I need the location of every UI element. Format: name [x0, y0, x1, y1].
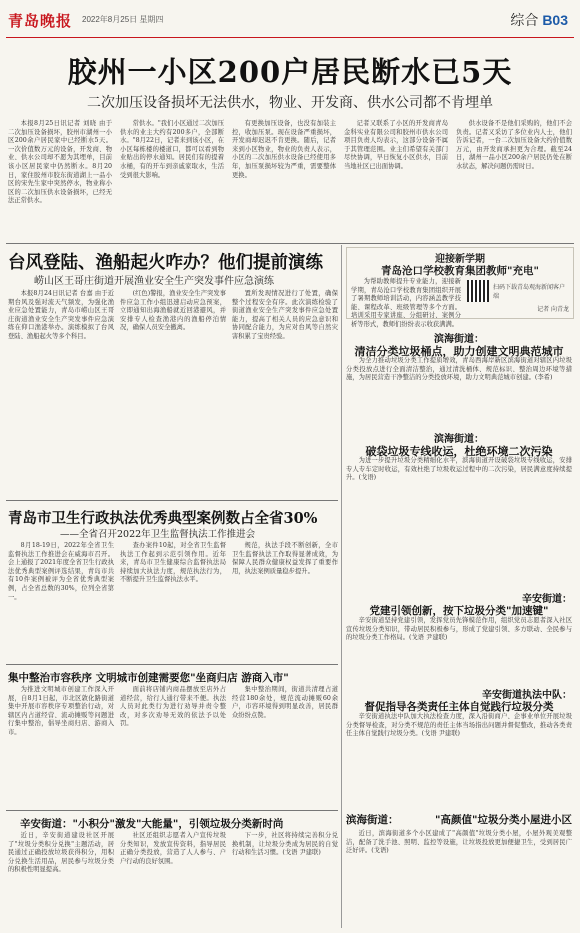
story5-col-1: 近日，辛安街道建设社区开展了"垃圾分类积分兑换"主题活动，居民通过正确投放垃圾获得积分，用积分兑换生活用品，居民参与垃圾分类的积极性明显提高。	[8, 832, 114, 874]
story3-subtitle: ——全省召开2022年卫生监督执法工作推进会	[60, 529, 256, 540]
divider	[6, 810, 338, 811]
story2-col-1: 本报8月24日讯记者 台嘉 由于近期台风及强对流天气频发，为强化渔业应急处置能力，青岛市崂山区王哥庄街道渔业安全生产突发事件应急演练在仰口渔港举办。演练模拟了台风登陆、渔船起火等多个科目。	[8, 290, 114, 340]
story6-title: 青岛沧口学校教育集团教师"充电"	[381, 265, 539, 277]
story6-body: 为帮助教师提升专业能力，迎接新学期，青岛沧口学校教育集团组织开展了暑期教师培训活动，内容涵盖教学技能、课程改革、班级管理等多个方面。培训采用专家讲座、分组研讨、案例分析等形式，教师们纷纷表示收获满满。	[351, 278, 461, 328]
story5-byline: (戈语 尹建联)	[282, 849, 321, 857]
story6-kicker: 迎接新学期	[435, 254, 485, 265]
story6-box	[346, 247, 574, 328]
qr-code-icon	[467, 280, 489, 302]
story11-kicker: 滨海街道：	[346, 814, 399, 826]
issue-date: 2022年8月25日 星期四	[82, 15, 164, 24]
column-divider	[341, 245, 342, 928]
story7-kicker: 滨海街道：	[434, 334, 484, 345]
story7-title: 清洁分类垃圾桶点，助力创建文明典范城市	[354, 345, 564, 358]
story3-title: 青岛市卫生行政执法优秀典型案例数占全省30%	[8, 510, 318, 527]
lead-col-5: 供水设备不是他们采购的，他们不会负责。记者又采访了多位业内人士，他们告诉记者，一台二次加压设备大约价值数万元，由开发商承担更为合理。截至24日，湖州一品小区200余户居民仍处在断水状态，解决问题仍需时日。	[456, 120, 572, 170]
story10-kicker: 辛安街道执法中队：	[482, 690, 572, 701]
lead-headline: 胶州一小区200户居民断水已5天	[67, 55, 513, 89]
lead-col-4: 记者又联系了小区的开发商青岛金科实业有限公司和胶州市供水公司项目负责人均表示，这部分设备不属于其管理范围。业主们希望有关部门尽快协调，早日恢复小区供水，目前当地社区已出面协调。	[344, 120, 448, 170]
divider	[6, 500, 338, 501]
story3-col-3: 规范，执法手段不断创新，全市卫生监督执法工作取得显著成效，为保障人民群众健康权益发挥了重要作用，执法案例质量稳步提升。	[232, 542, 338, 575]
masthead-rule	[6, 37, 574, 38]
story4-col-2: 面前将店铺内商品摆放至店外占道经营，给行人通行带来不便。执法人员对此类行为进行劝导并责令整改，对多次劝导无效的依法予以处罚。	[120, 686, 226, 728]
divider	[6, 243, 574, 244]
story9-body: 辛安街道坚持党建引领，发挥党员先锋模范作用，组织党员志愿者深入社区宣传垃圾分类知识，带动居民积极参与，形成了党建引领、多方联动、全民参与的垃圾分类工作格局。(戈语 尹建联)	[346, 617, 572, 642]
story4-title: 集中整治市容秩序 文明城市创建需要您"坐商归店 游商入市"	[8, 672, 289, 684]
lead-col-1: 本报8月25日讯记者 刘晓 由于二次加压设备损坏，胶州市湖州一小区200余户居民家中已经断水5天。一次价值数万元的设备，开发商、物业、供水公司却不愿为其埋单，目前该小区居民家中仍然断水。8月20日，家住胶州市胶东街道湖上一品小区的宋先生家中突然停水，物业称小区的二次加压供水设备损坏，已经无法正常供水。	[8, 120, 112, 205]
story11-title: "高颜值"垃圾分类小屋进小区	[435, 814, 572, 826]
story9-kicker: 辛安街道：	[522, 594, 572, 605]
story4-col-3: 集中整治期间，街道共清理占道经营180余处，规范流动摊贩60余户，市容环境得到明显改善，居民群众纷纷点赞。	[232, 686, 338, 719]
story7-body: 为全力推动垃圾分类工作提质增效，青岛西海岸新区滨海街道对辖区内垃圾分类投放点进行全面清洁整治，通过清洗桶体、规范标识、整治周边环境等措施，为居民营造干净整洁的分类投放环境，助力文明典范城市创建。(李希)	[346, 357, 572, 382]
lead-col-3: 有更换加压设备，也没有加装主控，收加压泵。现在设备严重损坏，开发商却迟迟不肯更换。随后，记者来到小区物业，物业的负责人表示，小区的二次加压供水设备已经使用多年，加压泵损坏较为严重，需要整体更换。	[232, 120, 336, 179]
story8-title: 破袋垃圾专线收运，杜绝环境二次污染	[365, 445, 553, 458]
story6-qr-caption: 扫码下载青岛观海新闻客户端	[493, 284, 566, 300]
story3-col-1: 8月18-19日，2022年全省卫生监督执法工作推进会在威海市召开。会上通报了2021年度全省卫生行政执法优秀典型案例评选结果，青岛市共有10件案例被评为全省优秀典型案例，占全省总数的30%，位列全省第一。	[8, 542, 114, 601]
divider	[6, 664, 338, 665]
story6-reporter: 记者 向青龙	[537, 306, 569, 313]
story8-kicker: 滨海街道：	[434, 434, 484, 445]
story2-subtitle: 崂山区王哥庄街道开展渔业安全生产突发事件应急演练	[34, 276, 274, 287]
newspaper-logo: 青岛晚报	[8, 12, 73, 30]
section-label	[510, 10, 568, 30]
section-name: 综合	[510, 12, 539, 28]
story10-title: 督促指导各类责任主体自觉践行垃圾分类	[364, 701, 554, 713]
story5-title: 辛安街道："小积分"激发"大能量"，引领垃圾分类新时尚	[20, 818, 284, 830]
story2-col-3: 置所发现情况进行了处置，确保整个过程安全有序。此次演练检验了街道渔业安全生产突发事件应急处置能力，提高了相关人员的应急意识和协同配合能力，为应对台风等自然灾害积累了宝贵经验。	[232, 290, 338, 340]
lead-subhead: 二次加压设备损坏无法供水，物业、开发商、供水公司都不肯埋单	[87, 95, 493, 111]
story3-col-2: 查办案件10起，对全省卫生监督执法工作起到示范引领作用。近年来，青岛市卫生健康综合监督执法局持续加大执法力度，规范执法行为，不断提升卫生监督执法水平。	[120, 542, 226, 584]
story5-col-2: 社区还组织志愿者入户宣传垃圾分类知识，发放宣传资料，指导居民正确分类投放，营造了人人参与、户户行动的良好氛围。	[120, 832, 226, 865]
story10-body: 辛安街道执法中队加大执法检查力度，深入沿街商户、企事业单位开展垃圾分类督导检查，对分类不规范的责任主体当场指出问题并督促整改，推动各类责任主体自觉践行垃圾分类。(戈语 尹建联)	[346, 713, 572, 738]
story7-byline: (李希)	[534, 374, 553, 382]
masthead	[0, 0, 580, 38]
page-number: B03	[542, 12, 568, 28]
story2-col-2: (红色)警报，渔业安全生产突发事件应急工作小组迅速启动应急预案，立即通知出海渔船就近回港避风，并安排专人检查渔港内的渔船停泊情况，确保人员安全撤离。	[120, 290, 226, 332]
story10-byline: (戈语 尹建联)	[421, 730, 460, 738]
story2-title: 台风登陆、渔船起火咋办？他们提前演练	[8, 253, 323, 273]
story4-col-1: 为推进文明城市创建工作深入开展，自8月1日起，市北区敦化路街道集中开展市容秩序专项整治行动，对辖区内占道经营、流动摊贩等问题进行集中整治，倡导坐商归店、游商入市。	[8, 686, 114, 736]
story9-title: 党建引领创新，按下垃圾分类"加速键"	[369, 605, 549, 617]
story8-body: 为进一步提升垃圾分类精细化水平，滨海街道开设破袋垃圾专线收运，安排专人专车定时收运，有效杜绝了垃圾收运过程中的二次污染，居民满意度持续提升。(戈语)	[346, 457, 572, 482]
story9-byline: (戈语 尹建联)	[408, 634, 448, 642]
story11-byline: (戈语)	[371, 847, 389, 855]
story8-byline: (戈语)	[358, 474, 377, 482]
story5-col-3: 下一步，社区将持续完善积分兑换机制，让垃圾分类成为居民的自觉行动和生活习惯。(戈语 尹建联)	[232, 832, 338, 857]
lead-col-2: 常供水。"我们小区通过二次加压供水的业主大约有200多户，全部断水。"8月22日，记者来到该小区，在小区每栋楼的楼道口，都可以看到物业贴出的停水通知。居民们有的提着水桶，有的开车到亲戚家取水，生活受到很大影响。	[120, 120, 224, 179]
story11-body: 近日，滨海街道多个小区建成了"高颜值"垃圾分类小屋，小屋外观美观整洁，配备了洗手池、照明、监控等设施，让垃圾投放更加便捷卫生，受到居民广泛好评。(戈语)	[346, 830, 572, 855]
